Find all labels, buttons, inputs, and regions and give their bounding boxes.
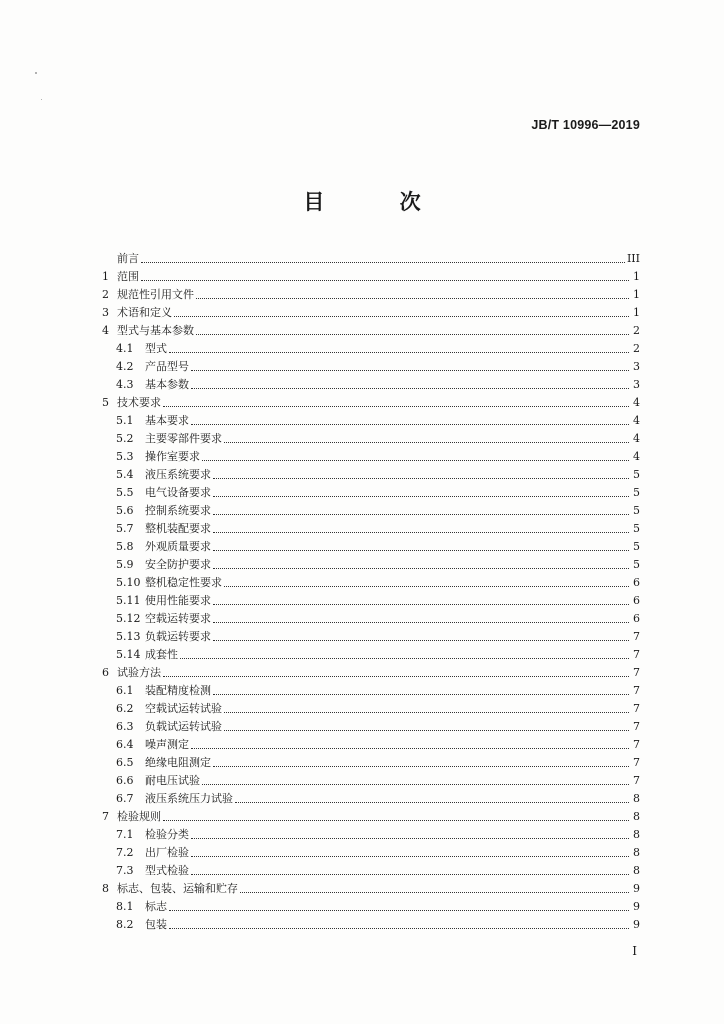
toc-entry-number: 6.5: [116, 756, 134, 769]
toc-entry-title: 空载试运转试验: [145, 702, 222, 715]
dot-leader: [224, 585, 629, 587]
dot-leader: [213, 621, 629, 623]
toc-entry-page: 7: [633, 684, 640, 697]
toc-entry[interactable]: [102, 824, 640, 842]
toc-entry-title: 负载试运转试验: [145, 720, 222, 733]
toc-entry-page: 7: [633, 720, 640, 733]
dot-leader: [169, 351, 629, 353]
dot-leader: [224, 441, 629, 443]
dot-leader: [141, 261, 625, 263]
toc-entry[interactable]: [102, 410, 640, 428]
toc-entry-title: 装配精度检测: [145, 684, 211, 697]
toc-entry-title: 型式与基本参数: [117, 324, 194, 337]
toc-entry-title: 技术要求: [117, 396, 161, 409]
toc-entry[interactable]: [102, 698, 640, 716]
table-of-contents: [102, 248, 640, 932]
toc-entry-page: 1: [633, 288, 640, 301]
toc-entry-page: III: [626, 252, 640, 265]
toc-entry[interactable]: [102, 428, 640, 446]
toc-entry[interactable]: [102, 320, 640, 338]
dot-leader: [235, 801, 629, 803]
toc-entry-number: 5.3: [116, 450, 134, 463]
toc-entry[interactable]: [102, 518, 640, 536]
toc-entry-number: 6: [102, 666, 109, 679]
toc-entry-title: 成套性: [145, 648, 178, 661]
toc-entry[interactable]: [102, 680, 640, 698]
toc-entry-title: 产品型号: [145, 360, 189, 373]
toc-entry-page: 3: [633, 378, 640, 391]
toc-entry[interactable]: [102, 338, 640, 356]
toc-entry[interactable]: [102, 770, 640, 788]
toc-entry-number: 5.1: [116, 414, 134, 427]
toc-entry[interactable]: [102, 662, 640, 680]
dot-leader: [213, 639, 629, 641]
toc-entry-title: 基本参数: [145, 378, 189, 391]
toc-entry[interactable]: [102, 644, 640, 662]
toc-entry-title: 基本要求: [145, 414, 189, 427]
toc-entry-number: 3: [102, 306, 109, 319]
toc-entry-title: 检验分类: [145, 828, 189, 841]
toc-entry[interactable]: [102, 896, 640, 914]
scan-speck: [41, 99, 42, 100]
toc-entry-page: 8: [633, 864, 640, 877]
toc-entry-number: 7.2: [116, 846, 134, 859]
toc-entry-page: 8: [633, 792, 640, 805]
dot-leader: [213, 567, 629, 569]
toc-entry-title: 外观质量要求: [145, 540, 211, 553]
toc-entry-title: 出厂检验: [145, 846, 189, 859]
toc-entry-number: 6.7: [116, 792, 134, 805]
dot-leader: [163, 675, 629, 677]
dot-leader: [213, 513, 629, 515]
toc-entry[interactable]: [102, 482, 640, 500]
toc-entry[interactable]: [102, 716, 640, 734]
toc-entry-title: 负载运转要求: [145, 630, 211, 643]
toc-entry-number: 5.11: [116, 594, 141, 607]
toc-entry[interactable]: [102, 302, 640, 320]
dot-leader: [163, 405, 629, 407]
toc-entry-page: 2: [633, 342, 640, 355]
dot-leader: [224, 729, 629, 731]
toc-entry-title: 耐电压试验: [145, 774, 200, 787]
toc-entry[interactable]: [102, 374, 640, 392]
dot-leader: [191, 747, 629, 749]
toc-entry-number: 2: [102, 288, 109, 301]
toc-entry-page: 4: [633, 450, 640, 463]
page-number: I: [632, 944, 637, 958]
toc-entry-page: 4: [633, 432, 640, 445]
toc-entry[interactable]: [102, 788, 640, 806]
standard-code: JB/T 10996—2019: [531, 118, 640, 132]
toc-entry-title: 型式检验: [145, 864, 189, 877]
page-title: 目 次: [303, 190, 455, 214]
toc-entry[interactable]: [102, 248, 640, 266]
toc-entry[interactable]: [102, 752, 640, 770]
dot-leader: [213, 603, 629, 605]
toc-entry-title: 标志: [145, 900, 167, 913]
dot-leader: [213, 549, 629, 551]
toc-entry-title: 试验方法: [117, 666, 161, 679]
toc-entry-number: 5.7: [116, 522, 134, 535]
dot-leader: [163, 819, 629, 821]
toc-entry[interactable]: [102, 626, 640, 644]
toc-entry-title: 操作室要求: [145, 450, 200, 463]
toc-entry-page: 1: [633, 306, 640, 319]
toc-entry-page: 6: [633, 576, 640, 589]
dot-leader: [196, 297, 629, 299]
dot-leader: [191, 387, 629, 389]
toc-entry-page: 7: [633, 756, 640, 769]
dot-leader: [191, 837, 629, 839]
toc-entry-number: 8.1: [116, 900, 134, 913]
toc-entry-page: 1: [633, 270, 640, 283]
toc-entry-number: 4.2: [116, 360, 134, 373]
toc-entry-title: 液压系统压力试验: [145, 792, 233, 805]
toc-entry-number: 7.3: [116, 864, 134, 877]
toc-entry[interactable]: [102, 842, 640, 860]
toc-entry-title: 整机装配要求: [145, 522, 211, 535]
toc-entry[interactable]: [102, 356, 640, 374]
toc-entry-page: 7: [633, 774, 640, 787]
toc-entry-page: 8: [633, 846, 640, 859]
toc-entry[interactable]: [102, 878, 640, 896]
dot-leader: [191, 873, 629, 875]
toc-entry[interactable]: [102, 608, 640, 626]
dot-leader: [202, 459, 629, 461]
toc-entry-page: 7: [633, 702, 640, 715]
toc-entry-number: 4.3: [116, 378, 134, 391]
toc-entry-page: 7: [633, 666, 640, 679]
toc-entry[interactable]: [102, 572, 640, 590]
toc-entry-number: 7.1: [116, 828, 134, 841]
dot-leader: [240, 891, 629, 893]
toc-entry-title: 电气设备要求: [145, 486, 211, 499]
toc-entry-page: 8: [633, 828, 640, 841]
toc-entry[interactable]: [102, 590, 640, 608]
toc-entry-number: 6.3: [116, 720, 134, 733]
toc-entry-number: 7: [102, 810, 109, 823]
toc-entry[interactable]: [102, 500, 640, 518]
toc-entry-title: 范围: [117, 270, 139, 283]
toc-entry-number: 5.5: [116, 486, 134, 499]
toc-entry-number: 5.10: [116, 576, 141, 589]
dot-leader: [174, 315, 629, 317]
toc-entry-title: 控制系统要求: [145, 504, 211, 517]
toc-entry[interactable]: [102, 554, 640, 572]
dot-leader: [169, 927, 629, 929]
toc-entry-title: 噪声测定: [145, 738, 189, 751]
dot-leader: [224, 711, 629, 713]
toc-entry-title: 型式: [145, 342, 167, 355]
toc-entry-page: 7: [633, 648, 640, 661]
toc-entry-page: 3: [633, 360, 640, 373]
toc-entry-title: 标志、包装、运输和贮存: [117, 882, 238, 895]
toc-entry-page: 5: [633, 540, 640, 553]
toc-entry-number: 4: [102, 324, 109, 337]
toc-entry-number: 6.4: [116, 738, 134, 751]
dot-leader: [191, 855, 629, 857]
toc-entry-number: 5.13: [116, 630, 141, 643]
toc-entry-title: 规范性引用文件: [117, 288, 194, 301]
dot-leader: [141, 279, 629, 281]
toc-entry-title: 前言: [117, 252, 139, 265]
toc-entry-number: 4.1: [116, 342, 134, 355]
toc-entry-title: 术语和定义: [117, 306, 172, 319]
toc-entry[interactable]: [102, 392, 640, 410]
toc-entry-page: 5: [633, 486, 640, 499]
toc-entry-title: 安全防护要求: [145, 558, 211, 571]
toc-entry[interactable]: [102, 446, 640, 464]
dot-leader: [213, 477, 629, 479]
toc-entry-number: 5.2: [116, 432, 134, 445]
toc-entry[interactable]: [102, 914, 640, 932]
toc-entry-page: 4: [633, 414, 640, 427]
dot-leader: [180, 657, 629, 659]
toc-entry[interactable]: [102, 536, 640, 554]
toc-entry-title: 液压系统要求: [145, 468, 211, 481]
toc-entry-title: 空载运转要求: [145, 612, 211, 625]
toc-entry-page: 6: [633, 612, 640, 625]
toc-entry[interactable]: [102, 734, 640, 752]
toc-entry-page: 5: [633, 504, 640, 517]
toc-entry-number: 6.6: [116, 774, 134, 787]
toc-entry-title: 整机稳定性要求: [145, 576, 222, 589]
dot-leader: [213, 495, 629, 497]
toc-entry-title: 主要零部件要求: [145, 432, 222, 445]
toc-entry-number: 5.12: [116, 612, 141, 625]
toc-entry-number: 5.14: [116, 648, 141, 661]
toc-entry-title: 检验规则: [117, 810, 161, 823]
toc-entry-page: 4: [633, 396, 640, 409]
toc-entry[interactable]: [102, 860, 640, 878]
toc-entry-title: 绝缘电阻测定: [145, 756, 211, 769]
toc-entry-page: 7: [633, 738, 640, 751]
toc-entry-page: 5: [633, 522, 640, 535]
toc-entry-number: 5: [102, 396, 109, 409]
toc-entry-number: 8: [102, 882, 109, 895]
toc-entry[interactable]: [102, 266, 640, 284]
toc-entry-page: 6: [633, 594, 640, 607]
toc-entry-number: 5.9: [116, 558, 134, 571]
toc-entry-number: 5.4: [116, 468, 134, 481]
toc-entry-page: 9: [633, 918, 640, 931]
toc-entry-page: 9: [633, 882, 640, 895]
toc-entry-title: 使用性能要求: [145, 594, 211, 607]
toc-entry-number: 1: [102, 270, 109, 283]
dot-leader: [169, 909, 629, 911]
dot-leader: [213, 693, 629, 695]
toc-entry-number: 8.2: [116, 918, 134, 931]
scan-speck: [35, 72, 37, 74]
toc-entry-page: 5: [633, 468, 640, 481]
toc-entry-page: 5: [633, 558, 640, 571]
toc-entry-number: 6.1: [116, 684, 134, 697]
toc-entry-number: 5.8: [116, 540, 134, 553]
dot-leader: [202, 783, 629, 785]
toc-entry-page: 2: [633, 324, 640, 337]
dot-leader: [213, 765, 629, 767]
toc-entry-number: 5.6: [116, 504, 134, 517]
dot-leader: [191, 423, 629, 425]
dot-leader: [196, 333, 629, 335]
toc-entry[interactable]: [102, 464, 640, 482]
toc-entry[interactable]: [102, 284, 640, 302]
toc-entry-title: 包装: [145, 918, 167, 931]
dot-leader: [213, 531, 629, 533]
toc-entry-page: 7: [633, 630, 640, 643]
toc-entry-page: 9: [633, 900, 640, 913]
toc-entry-number: 6.2: [116, 702, 134, 715]
toc-entry-page: 8: [633, 810, 640, 823]
toc-entry[interactable]: [102, 806, 640, 824]
dot-leader: [191, 369, 629, 371]
